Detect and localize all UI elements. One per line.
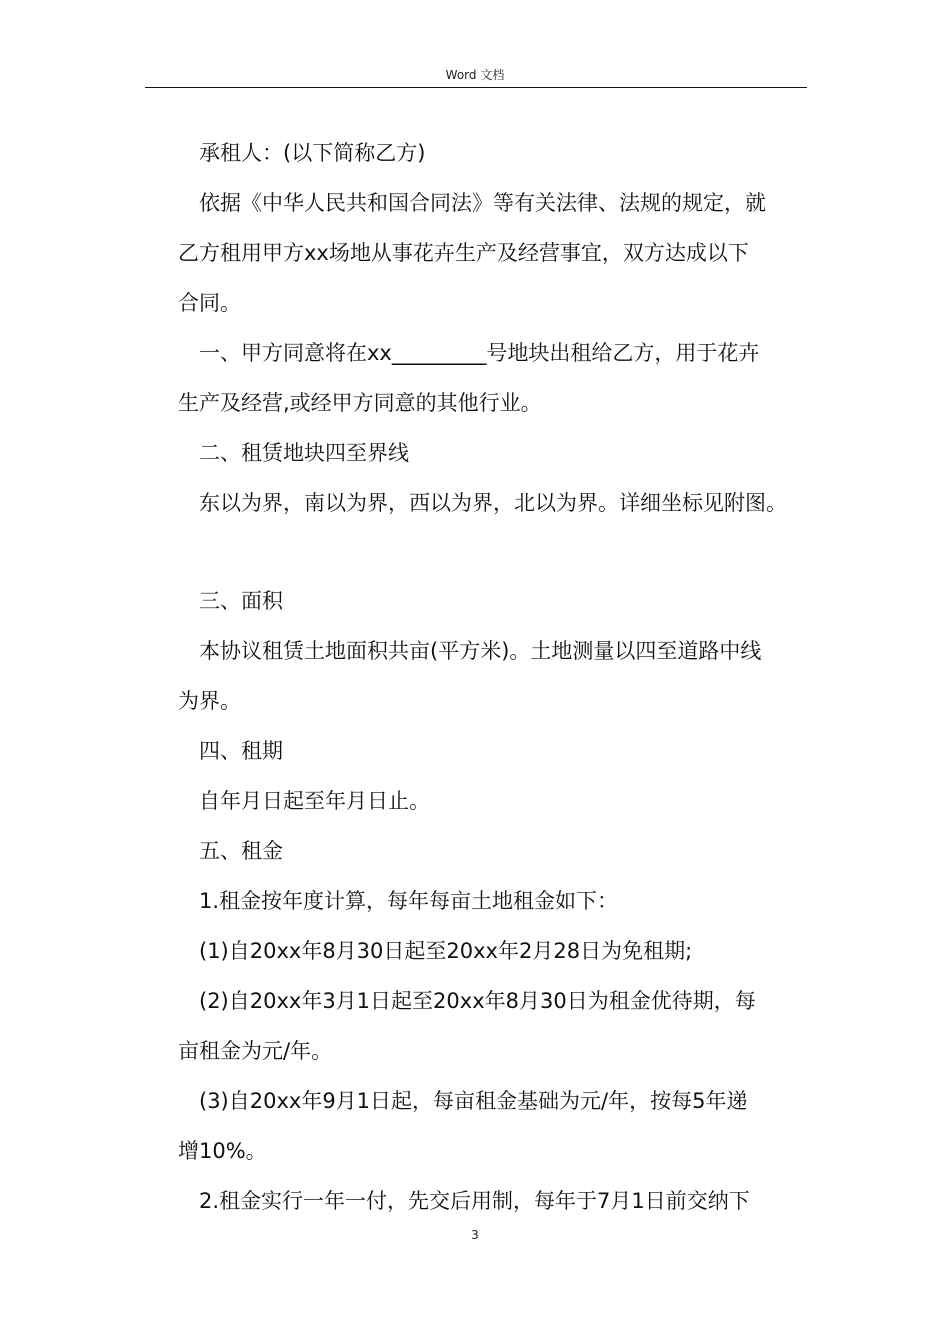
- paragraph-rent-1-3-line2: 增10%。: [178, 1139, 267, 1163]
- section-heading-area: 三、面积: [199, 589, 283, 613]
- clause-1-line1: 一、甲方同意将在xx_________号地块出租给乙方，用于花卉: [199, 341, 760, 365]
- blank-gap: [178, 528, 818, 576]
- page-number: 3: [471, 1228, 479, 1242]
- paragraph-rent-2: 2.租金实行一年一付，先交后用制，每年于7月1日前交纳下: [199, 1189, 750, 1213]
- section-heading-boundaries: 二、租赁地块四至界线: [199, 441, 409, 465]
- paragraph-area-line2: 为界。: [178, 689, 241, 713]
- paragraph-basis-line3: 合同。: [178, 291, 241, 315]
- header-rule: [145, 87, 807, 88]
- paragraph-lessee: 承租人：(以下简称乙方): [199, 141, 426, 165]
- paragraph-rent-1-3-line1: (3)自20xx年9月1日起，每亩租金基础为元/年，按每5年递: [199, 1089, 748, 1113]
- section-heading-rent: 五、租金: [199, 839, 283, 863]
- paragraph-term: 自年月日起至年月日止。: [199, 789, 430, 813]
- paragraph-basis-line1: 依据《中华人民共和国合同法》等有关法律、法规的规定，就: [199, 191, 766, 215]
- paragraph-rent-1-1: (1)自20xx年8月30日起至20xx年2月28日为免租期;: [199, 939, 693, 963]
- clause-1-line2: 生产及经营,或经甲方同意的其他行业。: [178, 391, 542, 415]
- paragraph-area-line1: 本协议租赁土地面积共亩(平方米)。土地测量以四至道路中线: [199, 639, 762, 663]
- paragraph-rent-1-2-line2: 亩租金为元/年。: [178, 1039, 333, 1063]
- page-header: Word 文档: [445, 68, 505, 82]
- paragraph-rent-1: 1.租金按年度计算，每年每亩土地租金如下：: [199, 889, 619, 913]
- document-body: [178, 128, 818, 1226]
- paragraph-boundaries: 东以为界，南以为界，西以为界，北以为界。详细坐标见附图。: [199, 491, 787, 515]
- paragraph-rent-1-2-line1: (2)自20xx年3月1日起至20xx年8月30日为租金优待期，每: [199, 989, 756, 1013]
- paragraph-basis-line2: 乙方租用甲方xx场地从事花卉生产及经营事宜，双方达成以下: [178, 241, 749, 265]
- section-heading-term: 四、租期: [199, 739, 283, 763]
